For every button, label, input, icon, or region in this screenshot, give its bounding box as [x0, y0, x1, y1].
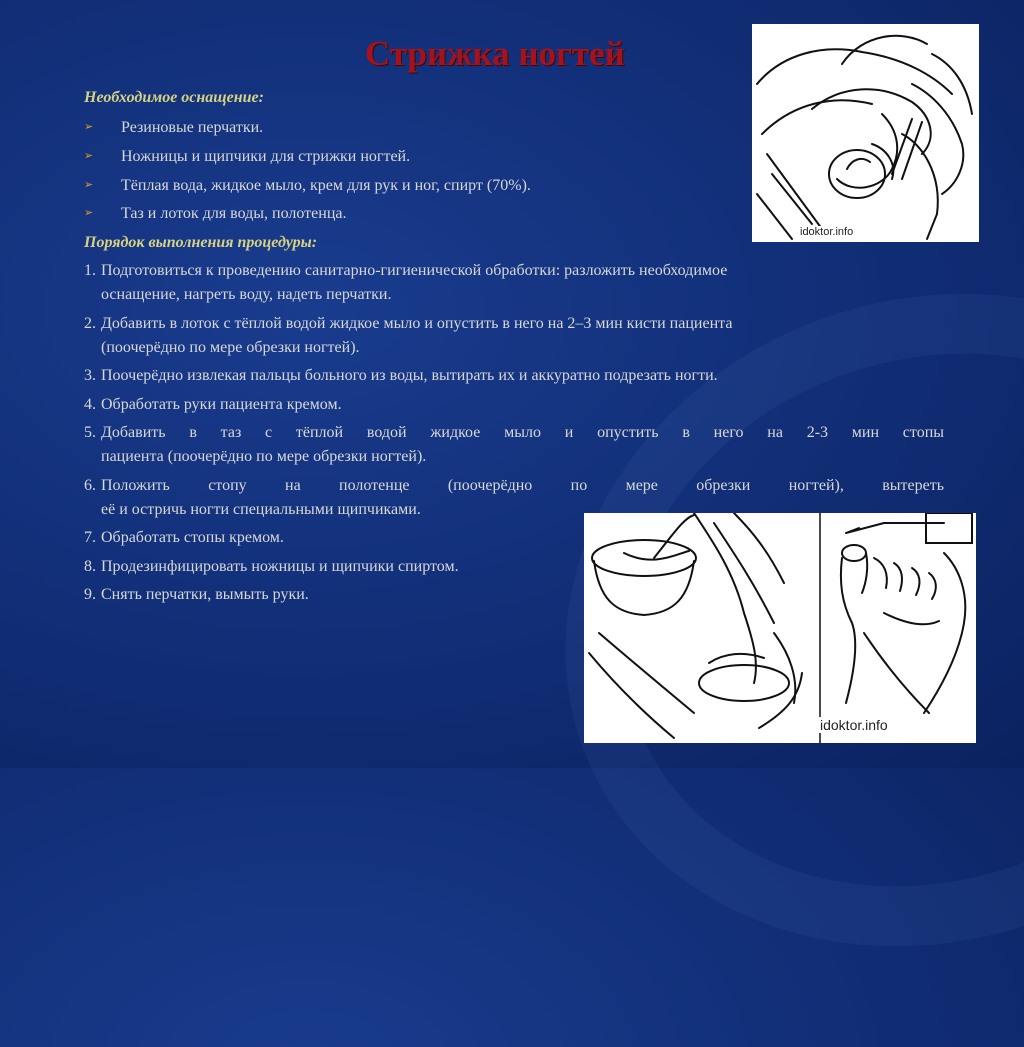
- bullet-arrow-icon: ➢: [84, 207, 94, 219]
- procedure-step: 6. Положить стопу на полотенце (поочерёдно по мере обрезки ногтей), вытереть её и остричь ногти специальными щипчиками.: [84, 477, 944, 518]
- procedure-step: 4. Обработать руки пациента кремом.: [84, 396, 342, 413]
- foot-sketch-icon: [584, 513, 976, 743]
- bullet-arrow-icon: ➢: [84, 150, 94, 162]
- foot-care-illustration: [584, 513, 976, 743]
- equipment-heading: Необходимое оснащение:: [84, 89, 264, 106]
- procedure-step: 1. Подготовиться к проведению санитарно-гигиенической обработки: разложить необходимое оснащение, нагреть воду, надеть перчатки.: [84, 262, 728, 303]
- procedure-heading: Порядок выполнения процедуры:: [84, 234, 318, 251]
- bullet-arrow-icon: ➢: [84, 179, 94, 191]
- procedure-step: 5. Добавить в таз с тёплой водой жидкое мыло и опустить в него на 2-3 мин стопы пациента (поочерёдно по мере обрезки ногтей).: [84, 424, 944, 465]
- hand-nail-trimming-illustration: [752, 24, 979, 242]
- procedure-step: 2. Добавить в лоток с тёплой водой жидкое мыло и опустить в него на 2–3 мин кисти пациента (поочерёдно по мере обрезки ногтей).: [84, 315, 733, 356]
- procedure-step: 3. Поочерёдно извлекая пальцы больного из воды, вытирать их и аккуратно подрезать ногти.: [84, 367, 718, 384]
- procedure-step: 7. Обработать стопы кремом.: [84, 529, 284, 546]
- procedure-step: 9. Снять перчатки, вымыть руки.: [84, 586, 309, 603]
- top-image-watermark: idoktor.info: [800, 226, 854, 238]
- slide-title: Стрижка ногтей: [365, 34, 625, 73]
- hand-sketch-icon: [752, 24, 979, 242]
- bottom-image-watermark: idoktor.info: [820, 717, 888, 733]
- bullet-arrow-icon: ➢: [84, 121, 94, 133]
- procedure-step: 8. Продезинфицировать ножницы и щипчики спиртом.: [84, 558, 459, 575]
